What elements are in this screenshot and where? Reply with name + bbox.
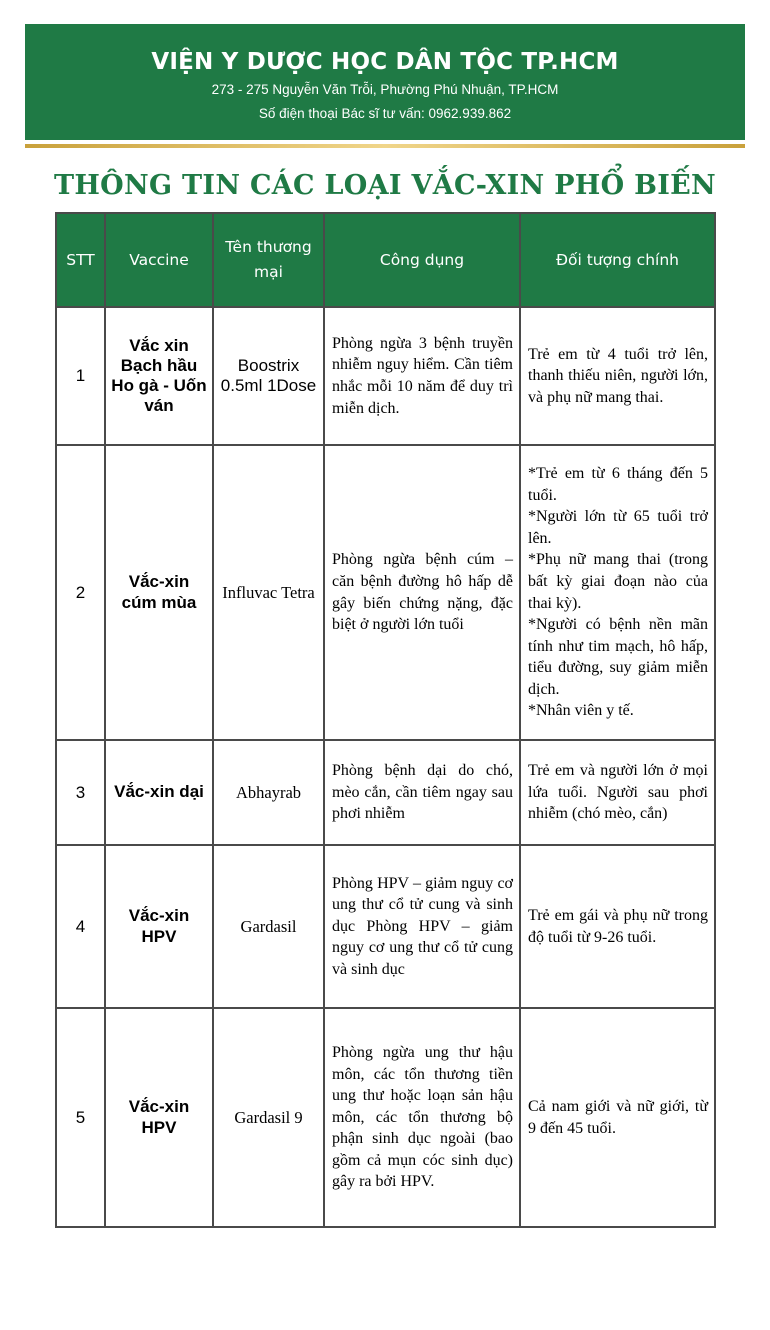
target-line: Trẻ em và người lớn ở mọi lứa tuổi. Người sau phơi nhiễm (chó mèo, cắn) (528, 762, 708, 823)
organization-name: VIỆN Y DƯỢC HỌC DÂN TỘC TP.HCM (151, 49, 619, 75)
address-line: 273 - 275 Nguyễn Văn Trỗi, Phường Phú Nhuận, TP.HCM (211, 82, 559, 97)
row-trade-name: Influvac Tetra (213, 445, 324, 740)
target-line: *Phụ nữ mang thai (trong bất kỳ giai đoạn nào của thai kỳ). (528, 551, 708, 612)
row-usage: Phòng ngừa bệnh cúm – căn bệnh đường hô hấp dễ gây biến chứng nặng, đặc biệt ở người lớn tuổi (324, 445, 520, 740)
row-vaccine: Vắc-xin dại (105, 740, 213, 845)
row-stt: 1 (56, 307, 105, 445)
row-trade-name: Boostrix 0.5ml 1Dose (213, 307, 324, 445)
table-header-row (56, 213, 715, 307)
page-title: THÔNG TIN CÁC LOẠI VẮC-XIN PHỔ BIẾN (53, 170, 717, 201)
table-row (56, 740, 715, 845)
target-line: Trẻ em từ 4 tuổi trở lên, thanh thiếu niên, người lớn, và phụ nữ mang thai. (528, 345, 708, 406)
gold-divider (25, 144, 745, 148)
row-vaccine: Vắc-xin HPV (105, 845, 213, 1008)
header-usage: Công dụng (324, 213, 520, 307)
row-target (520, 845, 715, 1008)
table-row (56, 1008, 715, 1227)
table-row (56, 445, 715, 740)
row-usage: Phòng HPV – giảm nguy cơ ung thư cổ tử cung và sinh dục Phòng HPV – giảm nguy cơ ung thư cổ tử cung và sinh dục (324, 845, 520, 1008)
target-line: Trẻ em gái và phụ nữ trong độ tuổi từ 9-26 tuổi. (528, 906, 708, 946)
vaccine-table (55, 212, 716, 1228)
row-vaccine: Vắc xin Bạch hầu Ho gà - Uốn ván (105, 307, 213, 445)
row-usage: Phòng bệnh dại do chó, mèo cắn, cần tiêm ngay sau phơi nhiễm (324, 740, 520, 845)
table-row (56, 845, 715, 1008)
row-trade-name: Abhayrab (213, 740, 324, 845)
row-target (520, 740, 715, 845)
row-trade-name: Gardasil 9 (213, 1008, 324, 1227)
target-line: *Trẻ em từ 6 tháng đến 5 tuổi. (528, 464, 708, 504)
row-vaccine: Vắc-xin cúm mùa (105, 445, 213, 740)
phone-line: Số điện thoại Bác sĩ tư vấn: 0962.939.862 (258, 106, 512, 121)
row-target (520, 307, 715, 445)
target-line: Cả nam giới và nữ giới, từ 9 đến 45 tuổi. (528, 1097, 708, 1137)
row-stt: 4 (56, 845, 105, 1008)
header-stt: STT (56, 213, 105, 307)
table-row (56, 307, 715, 445)
row-target (520, 1008, 715, 1227)
row-usage: Phòng ngừa 3 bệnh truyền nhiễm nguy hiểm. Cần tiêm nhắc mỗi 10 năm để duy trì miễn dịch. (324, 307, 520, 445)
target-line: *Nhân viên y tế. (528, 702, 634, 720)
row-vaccine: Vắc-xin HPV (105, 1008, 213, 1227)
header-target: Đối tượng chính (520, 213, 715, 307)
row-stt: 5 (56, 1008, 105, 1227)
target-line: *Người lớn từ 65 tuổi trở lên. (528, 508, 708, 547)
row-trade-name: Gardasil (213, 845, 324, 1008)
header-vaccine: Vaccine (105, 213, 213, 307)
row-stt: 2 (56, 445, 105, 740)
target-line: *Người có bệnh nền mãn tính như tim mạch, hô hấp, tiểu đường, suy giảm miễn dịch. (528, 616, 708, 698)
row-target (520, 445, 715, 740)
header-trade-name: Tên thương mại (213, 213, 324, 307)
row-usage: Phòng ngừa ung thư hậu môn, các tổn thương tiền ung thư hoặc loạn sản hậu môn, các tổn thương bộ phận sinh dục ngoài (bao gồm cả mụn cóc sinh dục) gây ra bởi HPV. (324, 1008, 520, 1227)
header-banner (25, 24, 745, 140)
row-stt: 3 (56, 740, 105, 845)
